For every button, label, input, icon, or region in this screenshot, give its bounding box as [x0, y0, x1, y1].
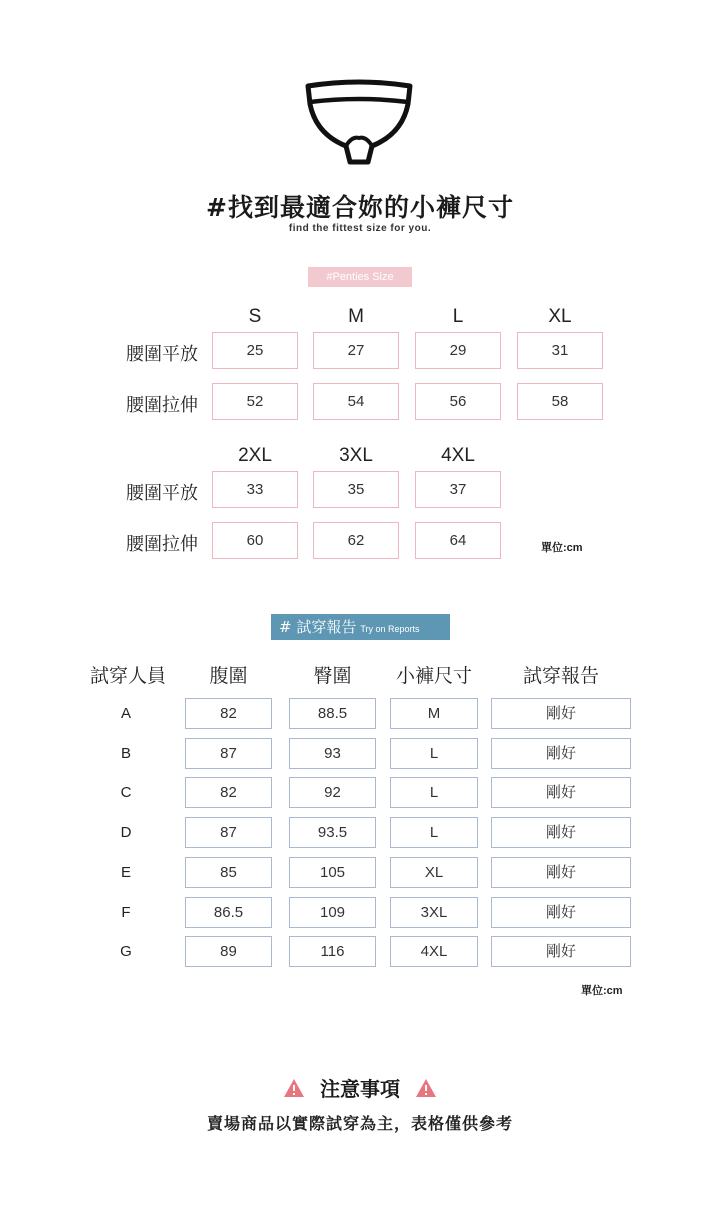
size-cell: XL	[390, 857, 478, 888]
size-header: L	[452, 306, 464, 327]
size-cell: 64	[415, 522, 501, 559]
page-title: #找到最適合妳的小褲尺寸	[206, 193, 514, 222]
size-header: XL	[548, 306, 572, 327]
size-header: S	[248, 306, 262, 327]
size-cell: L	[390, 817, 478, 848]
size-cell: 62	[313, 522, 399, 559]
size-header: 3XL	[339, 445, 373, 466]
person-label: D	[120, 824, 132, 841]
size-cell: 52	[212, 383, 298, 420]
report-cell: 剛好	[491, 738, 631, 769]
waist-cell: 82	[185, 698, 272, 729]
hip-cell: 105	[289, 857, 376, 888]
size-cell: 27	[313, 332, 399, 369]
warning-icon	[415, 1078, 437, 1098]
column-header-size: 小褲尺寸	[395, 665, 472, 687]
report-cell: 剛好	[491, 777, 631, 808]
report-unit: 單位:cm	[581, 985, 623, 997]
size-cell: 58	[517, 383, 603, 420]
notice-text: 賣場商品以實際試穿為主，表格僅供參考	[206, 1114, 513, 1133]
person-label: A	[120, 705, 131, 722]
size-header: M	[348, 306, 364, 327]
person-label: G	[120, 943, 132, 960]
hip-cell: 88.5	[289, 698, 376, 729]
column-header-report: 試穿報告	[522, 665, 599, 687]
person-label: B	[120, 745, 131, 762]
size-header: 2XL	[238, 445, 272, 466]
waist-cell: 87	[185, 817, 272, 848]
row-label-waist-flat: 腰圍平放	[126, 483, 198, 504]
column-header-person: 試穿人員	[89, 665, 166, 687]
column-header-waist: 腹圍	[209, 665, 248, 687]
row-label-waist-stretch: 腰圍拉伸	[126, 395, 198, 416]
size-cell: 33	[212, 471, 298, 508]
size-cell: 4XL	[390, 936, 478, 967]
hip-cell: 93	[289, 738, 376, 769]
person-label: F	[121, 904, 131, 921]
page-subtitle: find the fittest size for you.	[288, 223, 432, 234]
report-cell: 剛好	[491, 897, 631, 928]
report-cell: 剛好	[491, 936, 631, 967]
hip-cell: 93.5	[289, 817, 376, 848]
warning-icon	[283, 1078, 305, 1098]
hip-cell: 92	[289, 777, 376, 808]
reports-tag-label: # 試穿報告	[279, 618, 357, 636]
report-cell: 剛好	[491, 857, 631, 888]
size-cell: 56	[415, 383, 501, 420]
person-label: C	[120, 784, 132, 801]
size-cell: 54	[313, 383, 399, 420]
size-cell: 60	[212, 522, 298, 559]
hip-cell: 109	[289, 897, 376, 928]
reports-tag-sub: Try on Reports	[360, 624, 420, 634]
panties-icon	[302, 76, 416, 168]
waist-cell: 85	[185, 857, 272, 888]
size-cell: M	[390, 698, 478, 729]
row-label-waist-flat: 腰圍平放	[126, 344, 198, 365]
notice-title	[0, 1073, 720, 1102]
size-chart-tag: #Penties Size	[308, 267, 412, 287]
size-cell: 35	[313, 471, 399, 508]
size-cell: L	[390, 738, 478, 769]
row-label-waist-stretch: 腰圍拉伸	[126, 534, 198, 555]
column-header-hip: 臀圍	[313, 665, 352, 687]
size-cell: L	[390, 777, 478, 808]
person-label: E	[120, 864, 131, 881]
size-header: 4XL	[441, 445, 475, 466]
notice-title-text: 注意事項	[320, 1077, 400, 1101]
hip-cell: 116	[289, 936, 376, 967]
waist-cell: 82	[185, 777, 272, 808]
size-cell: 3XL	[390, 897, 478, 928]
size-unit: 單位:cm	[541, 542, 583, 554]
report-cell: 剛好	[491, 698, 631, 729]
size-cell: 25	[212, 332, 298, 369]
waist-cell: 86.5	[185, 897, 272, 928]
waist-cell: 87	[185, 738, 272, 769]
reports-tag	[271, 614, 450, 640]
size-cell: 31	[517, 332, 603, 369]
report-cell: 剛好	[491, 817, 631, 848]
waist-cell: 89	[185, 936, 272, 967]
size-cell: 37	[415, 471, 501, 508]
size-cell: 29	[415, 332, 501, 369]
